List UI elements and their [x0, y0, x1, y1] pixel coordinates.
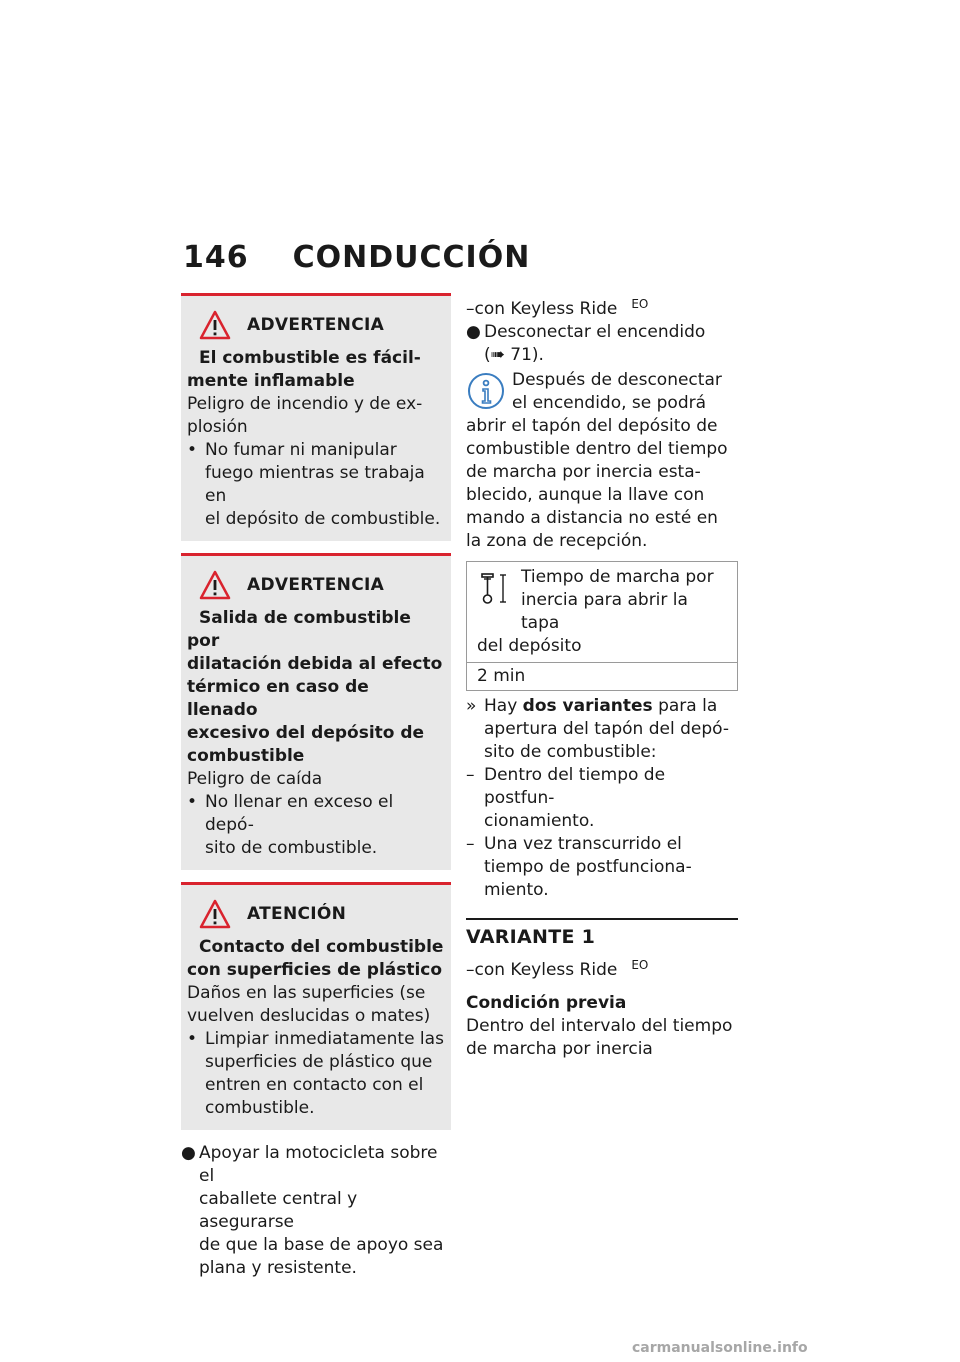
step-bullet: ●	[181, 1143, 196, 1163]
warning-description: Daños en las superficies (se	[187, 983, 426, 1003]
warning-subtitle: dilatación debida al efecto	[187, 654, 443, 674]
step-text: Desconectar el encendido	[484, 322, 706, 342]
spec-label	[467, 562, 737, 663]
dash-marker: –	[466, 960, 475, 980]
step-text: de que la base de apoyo sea	[199, 1235, 444, 1255]
warning-action-text: combustible.	[205, 1098, 315, 1118]
condition-text: con Keyless Ride	[474, 960, 618, 980]
warning-header	[199, 899, 445, 929]
warning-header	[199, 570, 445, 600]
warning-action	[187, 791, 445, 860]
condition-line	[466, 954, 738, 982]
page-header	[183, 240, 530, 275]
step-text: caballete central y asegurarse	[199, 1189, 358, 1232]
variant-text: miento.	[484, 880, 549, 900]
equipment-code: EO	[631, 958, 649, 972]
variants-text: apertura del tapón del depó-	[484, 719, 730, 739]
variant-item	[466, 833, 738, 902]
variant-text: tiempo de postfunciona-	[484, 857, 692, 877]
warning-action-text: entren en contacto con el	[205, 1075, 424, 1095]
dash-marker: –	[466, 765, 475, 785]
info-icon	[466, 371, 506, 411]
variants-text: sito de combustible:	[484, 742, 657, 762]
warning-action-text: superficies de plástico que	[205, 1052, 433, 1072]
section-title: VARIANTE 1	[466, 926, 596, 948]
variants-intro	[466, 695, 738, 764]
note-text: mando a distancia no esté en	[466, 508, 718, 528]
warning-action	[187, 1028, 445, 1120]
spec-label-text: inercia para abrir la tapa	[521, 590, 688, 633]
warning-subtitle: Salida de combustible por	[187, 608, 411, 651]
dash-marker: –	[466, 834, 475, 854]
warning-box-overflow	[181, 553, 451, 870]
warning-description: vuelven deslucidas o mates)	[187, 1006, 431, 1026]
section-text: Dentro del intervalo del tiempo	[466, 1016, 733, 1036]
watermark: carmanualsonline.info	[632, 1340, 808, 1356]
caution-box-plastic	[181, 882, 451, 1130]
spec-table	[466, 561, 738, 691]
note-text: combustible dentro del tiempo	[466, 439, 728, 459]
page-reference: (➠ 71).	[484, 345, 544, 365]
warning-action-text: fuego mientras se trabaja en	[205, 463, 425, 506]
result-marker: »	[466, 696, 477, 716]
warning-triangle-icon	[199, 570, 231, 600]
warning-title: ATENCIÓN	[247, 903, 347, 924]
variant-item	[466, 764, 738, 833]
condition-text: con Keyless Ride	[474, 299, 618, 319]
bullet-marker: •	[187, 1029, 198, 1049]
note-text: blecido, aunque la llave con	[466, 485, 705, 505]
warning-description: Peligro de incendio y de ex-	[187, 394, 423, 414]
warning-subtitle: con superficies de plástico	[187, 960, 443, 980]
warning-action-text: No llenar en exceso el depó-	[205, 792, 394, 835]
bullet-marker: •	[187, 440, 198, 460]
spec-label-text: del depósito	[477, 636, 582, 656]
step-text: Apoyar la motocicleta sobre el	[199, 1143, 438, 1186]
warning-action-text: No fumar ni manipular	[205, 440, 397, 460]
condition-line	[466, 293, 738, 321]
step-item	[466, 321, 738, 367]
spec-value: 2 min	[477, 666, 526, 686]
spec-label-text: Tiempo de marcha por	[521, 567, 714, 587]
step-bullet: ●	[466, 322, 481, 342]
variants-pre: Hay	[484, 696, 518, 716]
warning-subtitle: térmico en caso de llenado	[187, 677, 369, 720]
variant-text: Dentro del tiempo de postfun-	[484, 765, 666, 808]
page-number: 146	[183, 240, 249, 275]
note-text: de marcha por inercia esta-	[466, 462, 701, 482]
info-note	[466, 369, 738, 553]
chapter-title: CONDUCCIÓN	[292, 240, 531, 275]
right-column	[466, 293, 738, 1061]
step-text: plana y resistente.	[199, 1258, 357, 1278]
warning-action	[187, 439, 445, 531]
equipment-code: EO	[631, 297, 649, 311]
variants-post: para la	[658, 696, 718, 716]
warning-title: ADVERTENCIA	[247, 314, 385, 335]
warning-description: plosión	[187, 417, 248, 437]
variants-bold: dos variantes	[522, 696, 653, 716]
warning-header	[199, 310, 445, 340]
left-column	[181, 293, 451, 1280]
bullet-marker: •	[187, 792, 198, 812]
warning-subtitle: excesivo del depósito de	[187, 723, 425, 743]
fuel-cap-timer-icon	[477, 570, 511, 606]
note-text: la zona de recepción.	[466, 531, 648, 551]
warning-description: Peligro de caída	[187, 769, 323, 789]
warning-triangle-icon	[199, 310, 231, 340]
warning-box-fire	[181, 293, 451, 541]
warning-title: ADVERTENCIA	[247, 574, 385, 595]
warning-triangle-icon	[199, 899, 231, 929]
subsection-title: Condición previa	[466, 993, 627, 1013]
section-divider	[466, 918, 738, 920]
warning-action-text: sito de combustible.	[205, 838, 378, 858]
warning-subtitle: mente inflamable	[187, 371, 355, 391]
warning-action-text: el depósito de combustible.	[205, 509, 441, 529]
section-text: de marcha por inercia	[466, 1039, 653, 1059]
note-text: Después de desconectar	[512, 370, 722, 390]
warning-subtitle: Contacto del combustible	[199, 937, 444, 957]
note-text: el encendido, se podrá	[512, 393, 707, 413]
dash-marker: –	[466, 299, 475, 319]
warning-subtitle: El combustible es fácil-	[199, 348, 421, 368]
warning-action-text: Limpiar inmediatamente las	[205, 1029, 444, 1049]
variant-text: cionamiento.	[484, 811, 595, 831]
variant-text: Una vez transcurrido el	[484, 834, 682, 854]
step-item	[181, 1142, 451, 1280]
warning-subtitle: combustible	[187, 746, 305, 766]
note-text: abrir el tapón del depósito de	[466, 416, 718, 436]
